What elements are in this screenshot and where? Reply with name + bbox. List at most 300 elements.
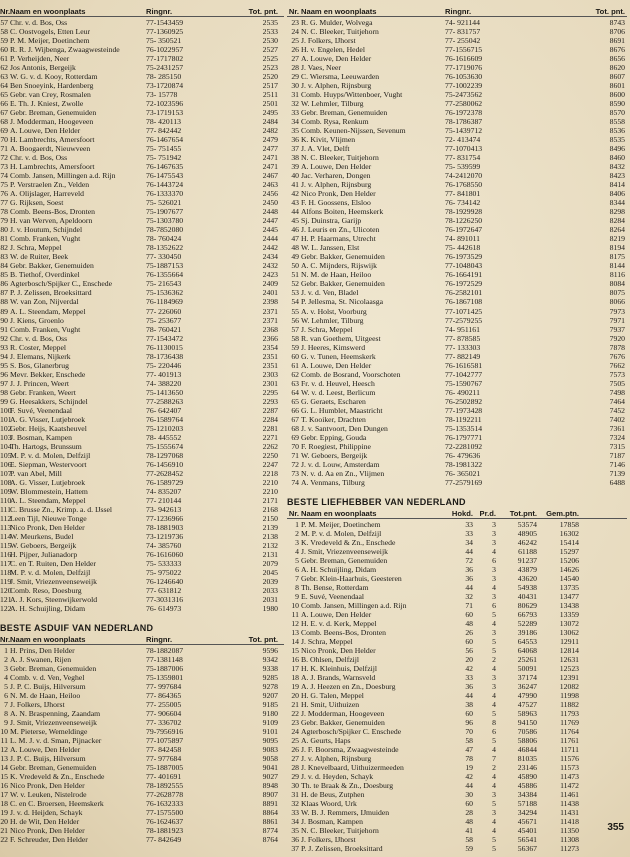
- row-points: 2250: [262, 450, 278, 460]
- table-row: [287, 325, 627, 334]
- row-name: Gebr. Breman, Genemuiden: [10, 763, 97, 773]
- table-row: [0, 388, 284, 397]
- table-row: [0, 189, 284, 198]
- row-number: 40: [291, 171, 299, 181]
- table-row: [287, 460, 627, 469]
- row-hokd: 48: [465, 618, 473, 628]
- table-row: [287, 216, 627, 225]
- table-row: [287, 45, 627, 54]
- left-column: [0, 6, 284, 844]
- section-title-liefhebber: BESTE LIEFHEBBER VAN NEDERLAND: [287, 496, 466, 507]
- table-row: [287, 343, 627, 352]
- row-number: 82: [0, 243, 8, 253]
- row-ring-number: 77- 864365: [146, 691, 182, 701]
- row-name: Jos Antonis, Bergeijk: [10, 63, 76, 73]
- row-name: Comb. v. d. Ven, Veghel: [10, 673, 85, 683]
- row-points: 8423: [609, 171, 625, 181]
- row-ring-number: 75- 350521: [146, 36, 182, 46]
- row-name: J. Folkers, IJhorst: [301, 835, 356, 845]
- row-ring-number: 78- 760421: [146, 324, 182, 334]
- row-name: J. Smit, Vriezenveenseweijk: [301, 546, 388, 556]
- row-name: J. Smit, Vriezenveenseweijk: [10, 576, 97, 586]
- row-points: 2039: [262, 576, 278, 586]
- row-ring-number: 75- 216543: [146, 279, 182, 289]
- row-average-points: 11576: [560, 754, 579, 764]
- row-number: 3: [4, 664, 8, 674]
- row-points: 9058: [262, 754, 278, 764]
- row-ring-number: 76-1972647: [445, 225, 483, 235]
- table-row: [287, 234, 627, 243]
- row-name: J. Knevelbaard, Uithuizermeeden: [301, 763, 404, 773]
- row-number: 109: [0, 486, 12, 496]
- table-row: [0, 225, 284, 234]
- table-row: [287, 664, 627, 673]
- row-number: 97: [0, 378, 8, 388]
- row-ring-number: 77- 882149: [445, 351, 481, 361]
- row-name: A. Geurts, Haps: [301, 736, 351, 746]
- table-row: [0, 252, 284, 261]
- row-ring-number: 76-1972378: [445, 108, 483, 118]
- row-number: 31: [291, 90, 299, 100]
- row-prd: 3: [492, 790, 496, 800]
- row-number: 71: [291, 450, 299, 460]
- row-ring-number: 76-1768550: [445, 180, 483, 190]
- row-average-points: 11350: [560, 826, 579, 836]
- row-number: 19: [291, 682, 299, 692]
- row-total-points: 54938: [517, 582, 537, 592]
- row-name: M. P. v. d. Molen, Delfzijl: [10, 567, 91, 577]
- row-name: E. Th. J. Kniest, Zwolle: [10, 99, 84, 109]
- row-number: 117: [0, 558, 12, 568]
- row-points: 8891: [262, 799, 278, 809]
- row-prd: 6: [492, 555, 496, 565]
- row-ring-number: 76-1973529: [445, 252, 483, 262]
- row-number: 4: [295, 546, 299, 556]
- row-ring-number: 77- 401691: [146, 772, 182, 782]
- row-number: 105: [0, 450, 12, 460]
- row-number: 59: [291, 342, 299, 352]
- row-name: H. de Wit, Den Helder: [10, 817, 80, 827]
- row-number: 9: [295, 591, 299, 601]
- table-row: [0, 243, 284, 252]
- row-points: 2271: [262, 432, 278, 442]
- row-name: W. Blommestein, Hattem: [10, 486, 88, 496]
- row-number: 61: [0, 54, 8, 64]
- row-points: 2482: [262, 126, 278, 136]
- table-row: [287, 424, 627, 433]
- table-row: [287, 307, 627, 316]
- table-row: [287, 628, 627, 637]
- row-total-points: 80629: [517, 600, 537, 610]
- table-row: [0, 153, 284, 162]
- row-average-points: 11461: [560, 790, 579, 800]
- table-row: [0, 126, 284, 135]
- row-points: 2262: [262, 441, 278, 451]
- row-points: 2495: [262, 108, 278, 118]
- row-points: 9109: [262, 718, 278, 728]
- row-number: 24: [291, 27, 299, 37]
- row-number: 11: [291, 609, 299, 619]
- row-average-points: 13062: [559, 628, 579, 637]
- row-ring-number: 76-2502892: [445, 396, 483, 406]
- row-number: 51: [291, 270, 299, 280]
- table-header: [287, 508, 627, 519]
- row-number: 73: [291, 468, 299, 478]
- row-average-points: 16302: [559, 528, 579, 538]
- header-hokd: Hokd.: [451, 508, 473, 518]
- row-ring-number: 76- 614973: [146, 604, 182, 614]
- table-row: [287, 547, 627, 556]
- row-name: J. Bosman, Kampen: [10, 432, 72, 442]
- row-number: 34: [291, 117, 299, 127]
- row-name: W. v. d. Leest, Berlicum: [301, 387, 376, 397]
- row-average-points: 12814: [559, 646, 579, 656]
- row-ring-number: 73- 942613: [146, 504, 182, 514]
- row-number: 15: [291, 646, 299, 656]
- row-points: 8298: [609, 207, 625, 217]
- row-number: 17: [291, 664, 299, 674]
- row-ring-number: 77-1360925: [146, 27, 184, 37]
- row-points: 8175: [609, 252, 625, 262]
- row-number: 110: [0, 495, 12, 505]
- row-name: Klaas Woord, Urk: [301, 799, 357, 809]
- row-name: Alfons Boiten, Heemskerk: [301, 207, 384, 217]
- table-row: [287, 478, 627, 487]
- row-number: 12: [291, 618, 299, 628]
- row-points: 8861: [262, 817, 278, 827]
- row-hokd: 19: [465, 763, 473, 773]
- row-points: 8600: [609, 90, 625, 100]
- row-number: 1: [295, 519, 299, 529]
- row-points: 8691: [609, 36, 625, 46]
- row-name: T. Kooiker, Drachten: [301, 414, 366, 424]
- row-name: P. Jellesma, St. Nicolaasga: [301, 297, 383, 307]
- table-row: [287, 18, 627, 27]
- table-row: [0, 718, 284, 727]
- row-total-points: 57188: [517, 799, 537, 809]
- row-points: 8460: [609, 153, 625, 163]
- row-name: W. v. Leuken, Nistelrode: [10, 790, 87, 800]
- row-prd: 3: [492, 682, 496, 692]
- header-points: Tot. pnt.: [248, 635, 278, 645]
- row-name: J. F. Boorsma, Zwaagwesteinde: [301, 745, 399, 755]
- row-name: W. Lehmler, Tilburg: [301, 315, 364, 325]
- row-ring-number: 77-1381148: [146, 655, 183, 665]
- row-total-points: 46242: [517, 537, 537, 547]
- row-number: 23: [291, 718, 299, 728]
- row-name: H. E. v. d. Kerk, Meppel: [301, 618, 377, 628]
- row-number: 27: [291, 54, 299, 64]
- row-name: N. C. Bleeker, Tuitjehorn: [301, 826, 379, 836]
- row-average-points: 12391: [559, 673, 579, 683]
- row-number: 84: [0, 261, 8, 271]
- row-total-points: 47990: [517, 691, 537, 701]
- row-total-points: 48905: [517, 528, 537, 538]
- row-ring-number: 74- 388220: [146, 378, 182, 388]
- table-row: [0, 307, 284, 316]
- row-ring-number: 75-1907677: [146, 207, 184, 217]
- row-name: Comb. Rysa, Renkum: [301, 117, 369, 127]
- row-name: A. Venmans, Tilburg: [301, 477, 365, 487]
- row-points: 7971: [609, 315, 625, 325]
- row-name: M. P. v. d. Molen, Delfzijl: [301, 528, 382, 538]
- row-points: 7464: [609, 396, 625, 406]
- table-row: [0, 108, 284, 117]
- row-prd: 2: [492, 655, 496, 665]
- row-prd: 3: [492, 537, 496, 547]
- table-row: [0, 424, 284, 433]
- row-name: A. G. Visser, Lutjebroek: [10, 414, 86, 424]
- row-number: 16: [0, 781, 8, 791]
- row-ring-number: 77- 831757: [445, 27, 481, 37]
- row-number: 54: [291, 297, 299, 307]
- row-prd: 5: [492, 637, 496, 647]
- row-prd: 5: [492, 709, 496, 719]
- row-number: 62: [0, 63, 8, 73]
- row-ring-number: 76-1624637: [146, 817, 184, 827]
- row-number: 96: [0, 369, 8, 379]
- row-ring-number: 75- 751942: [146, 153, 182, 163]
- row-number: 95: [0, 360, 8, 370]
- row-total-points: 70586: [517, 727, 537, 737]
- row-points: 2511: [262, 90, 278, 100]
- table-row: [0, 72, 284, 81]
- row-ring-number: 74- 921144: [445, 18, 480, 27]
- row-prd: 3: [492, 519, 496, 529]
- row-name: G. Heesakkers, Schijndel: [10, 396, 88, 406]
- row-points: 9338: [262, 664, 278, 674]
- row-ring-number: 77- 997684: [146, 682, 182, 692]
- table-row: [0, 415, 284, 424]
- table-row: [287, 817, 627, 826]
- row-number: 5: [4, 682, 8, 692]
- row-number: 19: [0, 808, 8, 818]
- row-number: 112: [0, 513, 12, 523]
- table-row: [287, 565, 627, 574]
- row-prd: 3: [492, 628, 496, 637]
- row-points: 2210: [262, 486, 278, 496]
- row-ring-number: 76-1475543: [146, 171, 184, 181]
- row-prd: 5: [492, 609, 496, 619]
- table-row: [287, 108, 627, 117]
- row-points: 8344: [609, 198, 625, 208]
- row-total-points: 52289: [517, 618, 537, 628]
- row-number: 106: [0, 459, 12, 469]
- table-row: [287, 243, 627, 252]
- row-name: Nico Pronk, Den Helder: [10, 781, 85, 791]
- table-row: [0, 334, 284, 343]
- row-ring-number: 75-1353514: [445, 423, 483, 433]
- row-number: 53: [291, 288, 299, 298]
- row-number: 44: [291, 207, 299, 217]
- table-row: [287, 180, 627, 189]
- header-name: Naam en woonplaats: [10, 7, 86, 16]
- row-prd: 2: [492, 763, 496, 773]
- row-points: 2448: [262, 207, 278, 217]
- row-name: J. Modderman, Hoogeveen: [301, 709, 385, 719]
- row-name: R. R. J. Wijbenga, Zwaagwesteinde: [10, 45, 120, 55]
- table-row: [287, 772, 627, 781]
- row-name: G. Geraets, Escharen: [301, 396, 366, 406]
- row-name: J. Folkers, IJhorst: [10, 700, 65, 710]
- row-average-points: 11793: [560, 709, 579, 719]
- row-points: 2079: [262, 558, 278, 568]
- row-hokd: 58: [465, 835, 473, 845]
- row-number: 113: [0, 522, 12, 532]
- row-average-points: 12523: [559, 664, 579, 674]
- row-points: 8075: [609, 288, 625, 298]
- table-row: [0, 27, 284, 36]
- row-number: 85: [0, 270, 8, 280]
- table-row: [287, 189, 627, 198]
- row-number: 76: [0, 189, 8, 199]
- row-prd: 4: [492, 546, 496, 556]
- row-ring-number: 75-1413650: [146, 387, 184, 397]
- row-ring-number: 77-2580062: [445, 99, 483, 109]
- row-number: 42: [291, 189, 299, 199]
- table-row: [287, 162, 627, 171]
- row-number: 90: [0, 315, 8, 325]
- row-ring-number: 77- 842458: [146, 745, 182, 755]
- row-hokd: 36: [465, 573, 473, 583]
- header-nr: Nr.: [288, 7, 299, 16]
- row-name: Th. te Braak & Zn., Doesburg: [301, 781, 394, 791]
- row-number: 16: [291, 655, 299, 665]
- row-total-points: 34294: [517, 808, 537, 818]
- row-number: 13: [0, 754, 8, 764]
- row-average-points: 12911: [560, 637, 579, 647]
- row-number: 102: [0, 423, 12, 433]
- table-row: [0, 54, 284, 63]
- row-points: 2442: [262, 243, 278, 253]
- row-points: 2045: [262, 567, 278, 577]
- row-ring-number: 77-2628452: [146, 468, 184, 478]
- row-total-points: 66793: [517, 609, 537, 619]
- row-number: 15: [0, 772, 8, 782]
- row-hokd: 42: [465, 664, 473, 674]
- row-prd: 4: [492, 826, 496, 836]
- row-total-points: 45890: [517, 772, 537, 782]
- row-points: 8706: [609, 27, 625, 37]
- row-hokd: 47: [465, 745, 473, 755]
- row-ring-number: 74- 385760: [146, 540, 182, 550]
- table-row: [287, 835, 627, 844]
- row-number: 57: [291, 324, 299, 334]
- table-row: [0, 673, 284, 682]
- row-points: 2501: [262, 99, 278, 109]
- table-row: [0, 162, 284, 171]
- row-prd: 5: [492, 736, 496, 746]
- row-prd: 4: [492, 745, 496, 755]
- header-total-points: Tot.pnt.: [509, 508, 537, 518]
- row-hokd: 48: [465, 817, 473, 827]
- row-name: P. Verstraelen Zn., Velden: [10, 180, 90, 190]
- row-total-points: 45671: [517, 817, 537, 827]
- row-hokd: 33: [465, 528, 473, 538]
- row-ring-number: 75-1210203: [146, 423, 184, 433]
- row-name: A. Louwe, Den Helder: [301, 162, 372, 172]
- row-points: 2303: [262, 369, 278, 379]
- row-ring-number: 75- 442618: [445, 243, 481, 253]
- row-points: 2368: [262, 324, 278, 334]
- row-total-points: 81035: [517, 754, 537, 764]
- row-hokd: 59: [465, 844, 473, 854]
- table-row: [287, 397, 627, 406]
- row-ring-number: 78-1297068: [146, 450, 184, 460]
- table-row: [287, 619, 627, 628]
- table-row: [0, 826, 284, 835]
- table-row: [287, 27, 627, 36]
- row-ring-number: 76-1184969: [146, 297, 183, 307]
- row-average-points: 11472: [560, 781, 579, 791]
- row-ring-number: 75- 253677: [146, 315, 182, 325]
- section-title-asduif: BESTE ASDUIF VAN NEDERLAND: [0, 623, 154, 634]
- table-row: [0, 135, 284, 144]
- table-row: [0, 790, 284, 799]
- row-prd: 5: [492, 844, 496, 854]
- row-name: H. Pijper, Julianadorp: [10, 549, 78, 559]
- row-hokd: 38: [465, 700, 473, 710]
- row-ring-number: 76- 479636: [445, 450, 481, 460]
- row-name: N. M. de Haan, Heiloo: [301, 270, 372, 280]
- row-ring-number: 77-1236966: [146, 513, 184, 523]
- row-ring-number: 77- 133303: [445, 342, 481, 352]
- row-points: 2471: [262, 153, 278, 163]
- table-row: [0, 216, 284, 225]
- row-ring-number: 76- 365021: [445, 468, 481, 478]
- row-hokd: 30: [465, 790, 473, 800]
- row-points: 8907: [262, 790, 278, 800]
- row-number: 32: [291, 799, 299, 809]
- row-points: 7505: [609, 378, 625, 388]
- table-row: [0, 433, 284, 442]
- row-number: 56: [291, 315, 299, 325]
- row-name: R. G. Mulder, Wolvega: [301, 18, 373, 27]
- row-ring-number: 78-1786387: [445, 117, 483, 127]
- row-ring-number: 78-1192211: [445, 414, 482, 424]
- row-name: J. Modderman, Hoogeveen: [10, 117, 94, 127]
- row-number: 34: [291, 817, 299, 827]
- row-name: J. J. Princen, Weert: [10, 378, 70, 388]
- row-name: B. Ohlsen, Delfzijl: [301, 655, 360, 665]
- row-prd: 3: [492, 808, 496, 818]
- row-ring-number: 78-1892555: [146, 781, 184, 791]
- row-points: 8743: [609, 18, 625, 27]
- row-number: 18: [0, 799, 8, 809]
- row-name: R. Coster, Meppel: [10, 342, 67, 352]
- row-points: 7452: [609, 405, 625, 415]
- row-number: 35: [291, 126, 299, 136]
- row-ring-number: 76-1664191: [445, 270, 483, 280]
- table-row: [0, 817, 284, 826]
- table-row: [287, 799, 627, 808]
- row-number: 49: [291, 252, 299, 262]
- row-name: K. Vredeveld & Zn., Enschede: [10, 772, 105, 782]
- row-name: C. en C. Broersen, Heemskerk: [10, 799, 104, 809]
- table-row: [287, 520, 627, 529]
- row-hokd: 60: [465, 709, 473, 719]
- row-average-points: 15414: [559, 537, 579, 547]
- table-row: [0, 523, 284, 532]
- row-ring-number: 76-1053630: [445, 72, 483, 82]
- table-row: [287, 288, 627, 297]
- row-ring-number: 78-1881923: [146, 826, 184, 836]
- header-nr: Nr.: [288, 508, 299, 518]
- row-number: 79: [0, 216, 8, 226]
- table-row: [0, 736, 284, 745]
- row-ring-number: 78-7852080: [146, 225, 184, 235]
- row-points: 2295: [262, 387, 278, 397]
